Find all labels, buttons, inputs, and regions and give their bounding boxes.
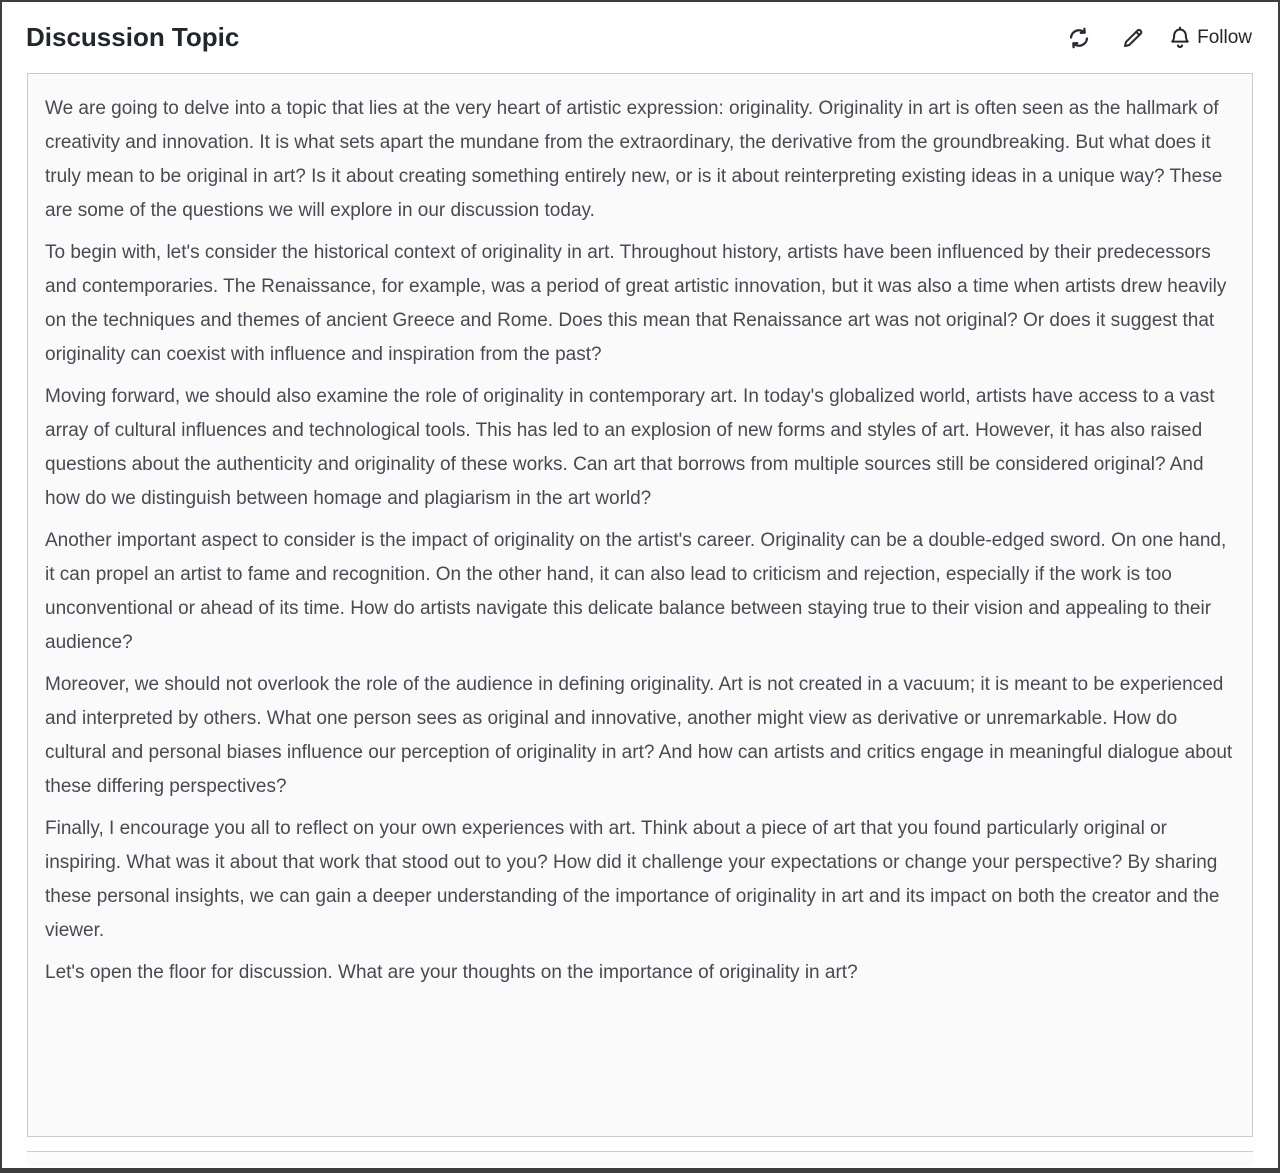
page-title: Discussion Topic [26, 22, 240, 52]
topic-paragraph: Let's open the floor for discussion. What are your thoughts on the importance of originality in art? [45, 962, 858, 983]
topic-paragraph: Moving forward, we should also examine the role of originality in contemporary art. In today's globalized world, artists have access to a vast array of cultural influences and technological tools. This has led to an explosion of new forms and styles of art. However, it has also raised questions about the authenticity and originality of these works. Can art that borrows from multiple sources still be considered original? And how do we distinguish between homage and plagiarism in the art world? [45, 386, 1215, 509]
bell-icon [1168, 25, 1192, 51]
topic-header [2, 2, 1278, 73]
topic-paragraph: To begin with, let's consider the historical context of originality in art. Throughout history, artists have been influenced by their predecessors and contemporaries. The Renaissance, for example, was a period of great artistic innovation, but it was also a time when artists drew heavily on the techniques and themes of ancient Greece and Rome. Does this mean that Renaissance art was not original? Or does it suggest that originality can coexist with influence and inspiration from the past? [45, 242, 1227, 365]
refresh-icon [1067, 26, 1091, 50]
topic-paragraph: Finally, I encourage you all to reflect on your own experiences with art. Think about a piece of art that you found particularly original or inspiring. What was it about that work that stood out to you? How did it challenge your expectations or change your perspective? By sharing these personal insights, we can gain a deeper understanding of the importance of originality in art and its impact on both the creator and the viewer. [45, 818, 1220, 941]
topic-paragraph: Moreover, we should not overlook the role of the audience in defining originality. Art is not created in a vacuum; it is meant to be experienced and interpreted by others. What one person sees as original and innovative, another might view as derivative or unremarkable. How do cultural and personal biases influence our perception of originality in art? And how can artists and critics engage in meaningful dialogue about these differing perspectives? [45, 674, 1233, 797]
topic-paragraph: Another important aspect to consider is the impact of originality on the artist's career. Originality can be a double-edged sword. On one hand, it can propel an artist to fame and recognition. On the other hand, it can also lead to criticism and rejection, especially if the work is too unconventional or ahead of its time. How do artists navigate this delicate balance between staying true to their vision and appealing to their audience? [45, 530, 1227, 653]
follow-label: Follow [1197, 26, 1252, 48]
pencil-icon [1121, 26, 1145, 50]
edit-button[interactable] [1112, 22, 1154, 54]
follow-button[interactable] [1166, 21, 1254, 55]
topic-actions [1058, 21, 1254, 55]
next-section-strip [27, 1151, 1253, 1166]
refresh-button[interactable] [1058, 22, 1100, 54]
topic-paragraph: We are going to delve into a topic that lies at the very heart of artistic expression: originality. Originality in art is often seen as the hallmark of creativity and innovation. It is what sets apart the mundane from the extraordinary, the derivative from the groundbreaking. But what does it truly mean to be original in art? Is it about creating something entirely new, or is it about reinterpreting existing ideas in a unique way? These are some of the questions we will explore in our discussion today. [45, 98, 1223, 221]
topic-message-card [27, 73, 1253, 1137]
